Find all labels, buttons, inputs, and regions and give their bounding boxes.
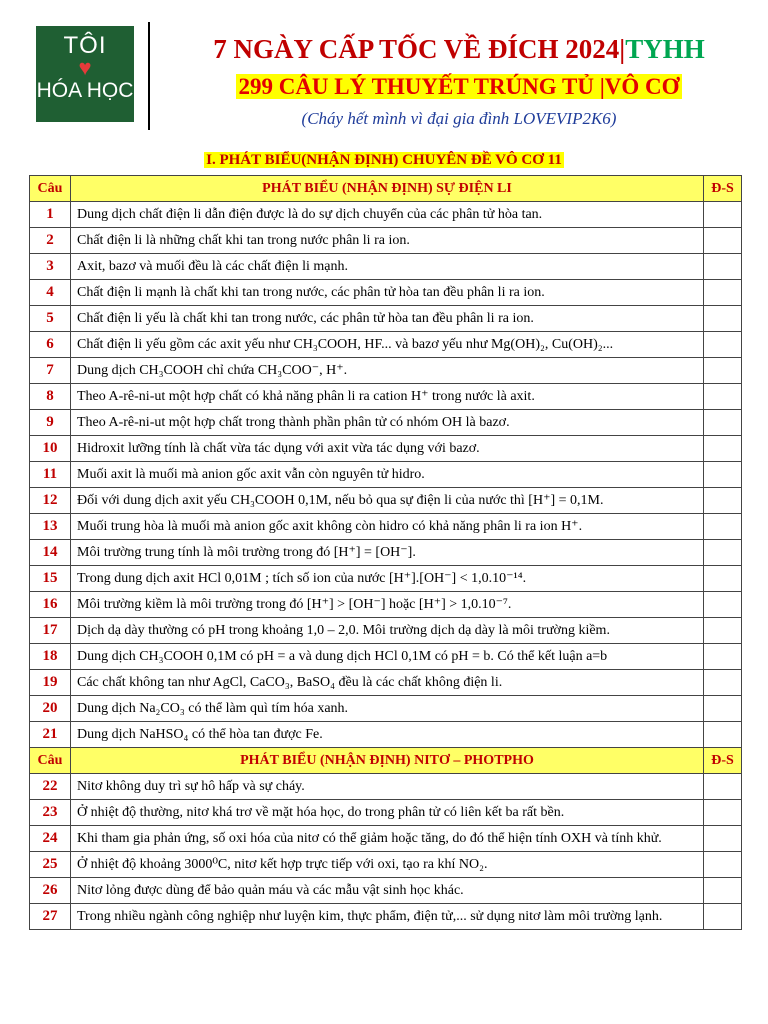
table-row	[30, 384, 742, 410]
statement-text: Môi trường trung tính là môi trường trong đó [H⁺] = [OH⁻].	[71, 540, 704, 566]
section-title	[0, 152, 768, 169]
statement-text: Môi trường kiềm là môi trường trong đó [H⁺] > [OH⁻] hoặc [H⁺] > 1,0.10⁻⁷.	[71, 592, 704, 618]
table-row	[30, 592, 742, 618]
statement-text: Nitơ lỏng được dùng để bảo quản máu và các mẫu vật sinh học khác.	[71, 878, 704, 904]
col-header-cau: Câu	[30, 748, 71, 774]
question-number: 14	[30, 540, 71, 566]
question-number: 18	[30, 644, 71, 670]
statement-text: Trong dung dịch axit HCl 0,01M ; tích số ion của nước [H⁺].[OH⁻] < 1,0.10⁻¹⁴.	[71, 566, 704, 592]
question-number: 27	[30, 904, 71, 930]
answer-cell[interactable]	[704, 904, 742, 930]
question-number: 10	[30, 436, 71, 462]
answer-cell[interactable]	[704, 696, 742, 722]
table-row	[30, 826, 742, 852]
table-row	[30, 696, 742, 722]
answer-cell[interactable]	[704, 280, 742, 306]
col-header-title: PHÁT BIỂU (NHẬN ĐỊNH) SỰ ĐIỆN LI	[71, 176, 704, 202]
question-number: 11	[30, 462, 71, 488]
statement-text: Dung dịch CH₃COOH 0,1M có pH = a và dung dịch HCl 0,1M có pH = b. Có thể kết luận a=b	[71, 644, 704, 670]
table-row	[30, 566, 742, 592]
statement-text: Nitơ không duy trì sự hô hấp và sự cháy.	[71, 774, 704, 800]
col-header-ds: Đ-S	[704, 748, 742, 774]
table-row	[30, 540, 742, 566]
answer-cell[interactable]	[704, 228, 742, 254]
table-row	[30, 358, 742, 384]
statement-text: Ở nhiệt độ thường, nitơ khá trơ về mặt hóa học, do trong phân tử có liên kết ba rất bền.	[71, 800, 704, 826]
table-row	[30, 722, 742, 748]
question-number: 21	[30, 722, 71, 748]
subtitle-text: 299 CÂU LÝ THUYẾT TRÚNG TỦ |VÔ CƠ	[238, 74, 680, 99]
table-row	[30, 670, 742, 696]
table-header-row	[30, 176, 742, 202]
question-number: 15	[30, 566, 71, 592]
statement-text: Muối trung hòa là muối mà anion gốc axit không còn hidro có khả năng phân li ra ion H⁺.	[71, 514, 704, 540]
answer-cell[interactable]	[704, 436, 742, 462]
question-number: 16	[30, 592, 71, 618]
table-row	[30, 488, 742, 514]
statement-text: Chất điện li mạnh là chất khi tan trong nước, các phân tử hòa tan đều phân li ra ion.	[71, 280, 704, 306]
table-row	[30, 254, 742, 280]
statement-text: Muối axit là muối mà anion gốc axit vẫn còn nguyên tử hidro.	[71, 462, 704, 488]
statement-text: Dung dịch chất điện li dẫn điện được là do sự dịch chuyển của các phân tử hòa tan.	[71, 202, 704, 228]
col-header-title: PHÁT BIỂU (NHẬN ĐỊNH) NITƠ – PHOTPHO	[71, 748, 704, 774]
page-subtitle	[150, 74, 768, 100]
table-row	[30, 774, 742, 800]
answer-cell[interactable]	[704, 358, 742, 384]
question-number: 22	[30, 774, 71, 800]
question-number: 3	[30, 254, 71, 280]
statement-text: Các chất không tan như AgCl, CaCO₃, BaSO₄ đều là các chất không điện li.	[71, 670, 704, 696]
question-number: 24	[30, 826, 71, 852]
table-row	[30, 462, 742, 488]
answer-cell[interactable]	[704, 384, 742, 410]
statement-text: Dung dịch CH₃COOH chỉ chứa CH₃COO⁻, H⁺.	[71, 358, 704, 384]
statement-text: Chất điện li là những chất khi tan trong nước phân li ra ion.	[71, 228, 704, 254]
answer-cell[interactable]	[704, 852, 742, 878]
answer-cell[interactable]	[704, 826, 742, 852]
questions-table	[29, 175, 742, 930]
col-header-cau: Câu	[30, 176, 71, 202]
table-row	[30, 618, 742, 644]
question-number: 2	[30, 228, 71, 254]
answer-cell[interactable]	[704, 670, 742, 696]
page-tagline: (Cháy hết mình vì đại gia đình LOVEVIP2K6)	[301, 109, 617, 128]
table-row	[30, 228, 742, 254]
statement-text: Chất điện li yếu là chất khi tan trong nước, các phân tử hòa tan đều phân li ra ion.	[71, 306, 704, 332]
question-number: 13	[30, 514, 71, 540]
logo-line2: HÓA HỌC	[36, 79, 134, 102]
question-number: 17	[30, 618, 71, 644]
question-number: 20	[30, 696, 71, 722]
question-number: 4	[30, 280, 71, 306]
answer-cell[interactable]	[704, 254, 742, 280]
answer-cell[interactable]	[704, 410, 742, 436]
answer-cell[interactable]	[704, 202, 742, 228]
answer-cell[interactable]	[704, 540, 742, 566]
answer-cell[interactable]	[704, 644, 742, 670]
title-main: 7 NGÀY CẤP TỐC VỀ ĐÍCH 2024|	[213, 34, 626, 64]
statement-text: Dịch dạ dày thường có pH trong khoảng 1,0 – 2,0. Môi trường dịch dạ dày là môi trường kiềm.	[71, 618, 704, 644]
table-row	[30, 800, 742, 826]
title-accent: TYHH	[625, 34, 705, 64]
logo-line1: TÔI	[63, 32, 107, 59]
statement-text: Trong nhiều ngành công nghiệp như luyện kim, thực phẩm, điện tử,... sử dụng nitơ làm môi trường lạnh.	[71, 904, 704, 930]
table-row	[30, 280, 742, 306]
statement-text: Hidroxit lưỡng tính là chất vừa tác dụng với axit vừa tác dụng với bazơ.	[71, 436, 704, 462]
table-row	[30, 202, 742, 228]
table-row	[30, 306, 742, 332]
statement-text: Theo A-rê-ni-ut một hợp chất trong thành phần phân tử có nhóm OH là bazơ.	[71, 410, 704, 436]
question-number: 1	[30, 202, 71, 228]
statement-text: Đối với dung dịch axit yếu CH₃COOH 0,1M, nếu bỏ qua sự điện li của nước thì [H⁺] = 0,1M.	[71, 488, 704, 514]
question-number: 9	[30, 410, 71, 436]
table-header-row	[30, 748, 742, 774]
statement-text: Khi tham gia phản ứng, số oxi hóa của nitơ có thể giảm hoặc tăng, do đó thể hiện tính OXH và tính khử.	[71, 826, 704, 852]
question-number: 12	[30, 488, 71, 514]
question-number: 8	[30, 384, 71, 410]
answer-cell[interactable]	[704, 722, 742, 748]
table-row	[30, 644, 742, 670]
statement-text: Dung dịch NaHSO₄ có thể hòa tan được Fe.	[71, 722, 704, 748]
col-header-ds: Đ-S	[704, 176, 742, 202]
question-number: 5	[30, 306, 71, 332]
statement-text: Theo A-rê-ni-ut một hợp chất có khả năng phân li ra cation H⁺ trong nước là axit.	[71, 384, 704, 410]
statement-text: Ở nhiệt độ khoảng 3000⁰C, nitơ kết hợp trực tiếp với oxi, tạo ra khí NO₂.	[71, 852, 704, 878]
question-number: 7	[30, 358, 71, 384]
answer-cell[interactable]	[704, 618, 742, 644]
table-row	[30, 514, 742, 540]
answer-cell[interactable]	[704, 592, 742, 618]
statement-text: Axit, bazơ và muối đều là các chất điện li mạnh.	[71, 254, 704, 280]
answer-cell[interactable]	[704, 332, 742, 358]
answer-cell[interactable]	[704, 488, 742, 514]
statement-text: Dung dịch Na₂CO₃ có thể làm quì tím hóa xanh.	[71, 696, 704, 722]
answer-cell[interactable]	[704, 306, 742, 332]
table-row	[30, 904, 742, 930]
answer-cell[interactable]	[704, 774, 742, 800]
answer-cell[interactable]	[704, 800, 742, 826]
question-number: 6	[30, 332, 71, 358]
table-row	[30, 436, 742, 462]
answer-cell[interactable]	[704, 514, 742, 540]
page-title	[150, 34, 768, 65]
question-number: 26	[30, 878, 71, 904]
section-title-text: I. PHÁT BIỂU(NHẬN ĐỊNH) CHUYÊN ĐỀ VÔ CƠ 11	[206, 152, 562, 168]
statement-text: Chất điện li yếu gồm các axit yếu như CH₃COOH, HF... và bazơ yếu như Mg(OH)₂, Cu(OH)₂...	[71, 332, 704, 358]
answer-cell[interactable]	[704, 462, 742, 488]
answer-cell[interactable]	[704, 878, 742, 904]
table-row	[30, 332, 742, 358]
answer-cell[interactable]	[704, 566, 742, 592]
logo	[36, 26, 134, 122]
heart-icon: ♥	[78, 55, 92, 80]
table-row	[30, 410, 742, 436]
table-row	[30, 878, 742, 904]
question-number: 23	[30, 800, 71, 826]
question-number: 19	[30, 670, 71, 696]
table-row	[30, 852, 742, 878]
question-number: 25	[30, 852, 71, 878]
